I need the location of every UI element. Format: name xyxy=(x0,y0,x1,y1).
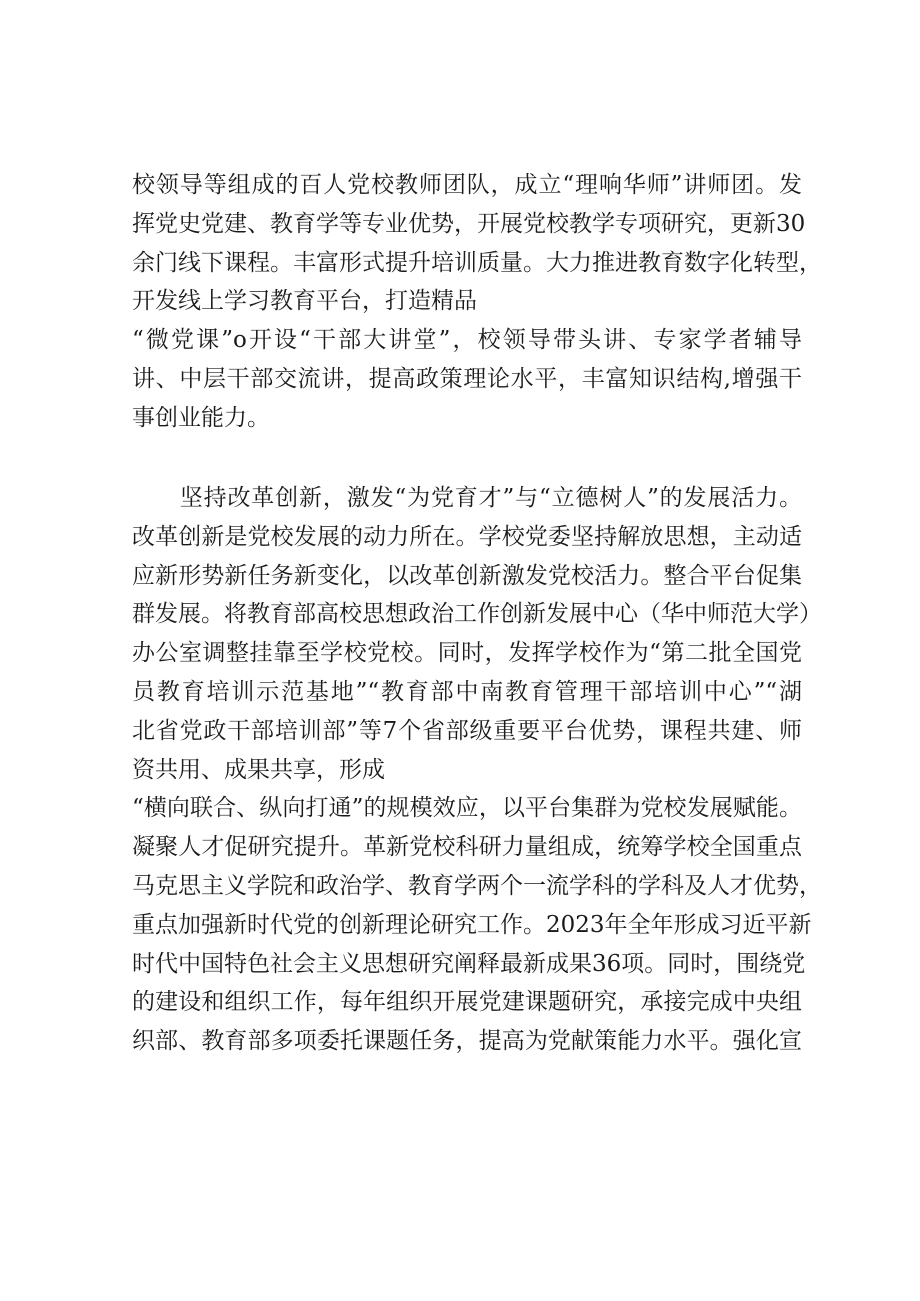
text-line: 校领导等组成的百人党校教师团队，成立“理响华师”讲师团。发 xyxy=(132,172,802,198)
paragraph-1 xyxy=(132,166,822,438)
text-line: 办公室调整挂靠至学校党校。同时，发挥学校作为“第二批全国党 xyxy=(132,640,802,667)
text-line: 员教育培训示范基地”“教育部中南教育管理干部培训中心”“湖 xyxy=(132,678,802,705)
text-line: “横向联合、纵向打通”的规模效应，以平台集群为党校发展赋能。 xyxy=(132,795,802,822)
text-line: “微党课”o开设“干部大讲堂”，校领导带头讲、专家学者辅导 xyxy=(132,327,802,354)
text-line: 改革创新是党校发展的动力所在。学校党委坚持解放思想，主动适 xyxy=(132,523,802,550)
text-line: 事创业能力。 xyxy=(132,404,270,431)
text-line: 时代中国特色社会主义思想研究阐释最新成果36项。同时，围绕党 xyxy=(132,950,806,977)
text-line: 应新形势新任务新变化，以改革创新激发党校活力。整合平台促集 xyxy=(132,562,802,589)
text-line: 群发展。将教育部高校思想政治工作创新发展中心（华中师范大学） xyxy=(132,601,822,628)
text-line: 马克思主义学院和政治学、教育学两个一流学科的学科及人才优势， xyxy=(132,872,822,899)
text-line: 北省党政干部培训部”等7个省部级重要平台优势，课程共建、师 xyxy=(132,717,802,744)
text-line: 讲、中层干部交流讲，提高政策理论水平，丰富知识结构,增强干 xyxy=(132,365,802,392)
text-line: 开发线上学习教育平台，打造精品 xyxy=(132,288,477,315)
text-line: 凝聚人才促研究提升。革新党校科研力量组成，统筹学校全国重点 xyxy=(132,834,802,861)
text-line: 重点加强新时代党的创新理论研究工作。2023年全年形成习近平新 xyxy=(132,911,812,938)
text-line: 资共用、成果共享，形成 xyxy=(132,756,385,783)
text-line: 余门线下课程。丰富形式提升培训质量。大力推进教育数字化转型， xyxy=(132,249,822,276)
text-line: 的建设和组织工作，每年组织开展党建课题研究，承接完成中央组 xyxy=(132,989,802,1016)
text-line: 挥党史党建、教育学等专业优势，开展党校教学专项研究，更新30 xyxy=(132,210,806,237)
text-line: 坚持改革创新，激发“为党育才”与“立德树人”的发展活力。 xyxy=(132,485,802,511)
paragraph-2 xyxy=(132,479,822,1061)
text-line: 织部、教育部多项委托课题任务，提高为党献策能力水平。强化宣 xyxy=(132,1028,802,1055)
